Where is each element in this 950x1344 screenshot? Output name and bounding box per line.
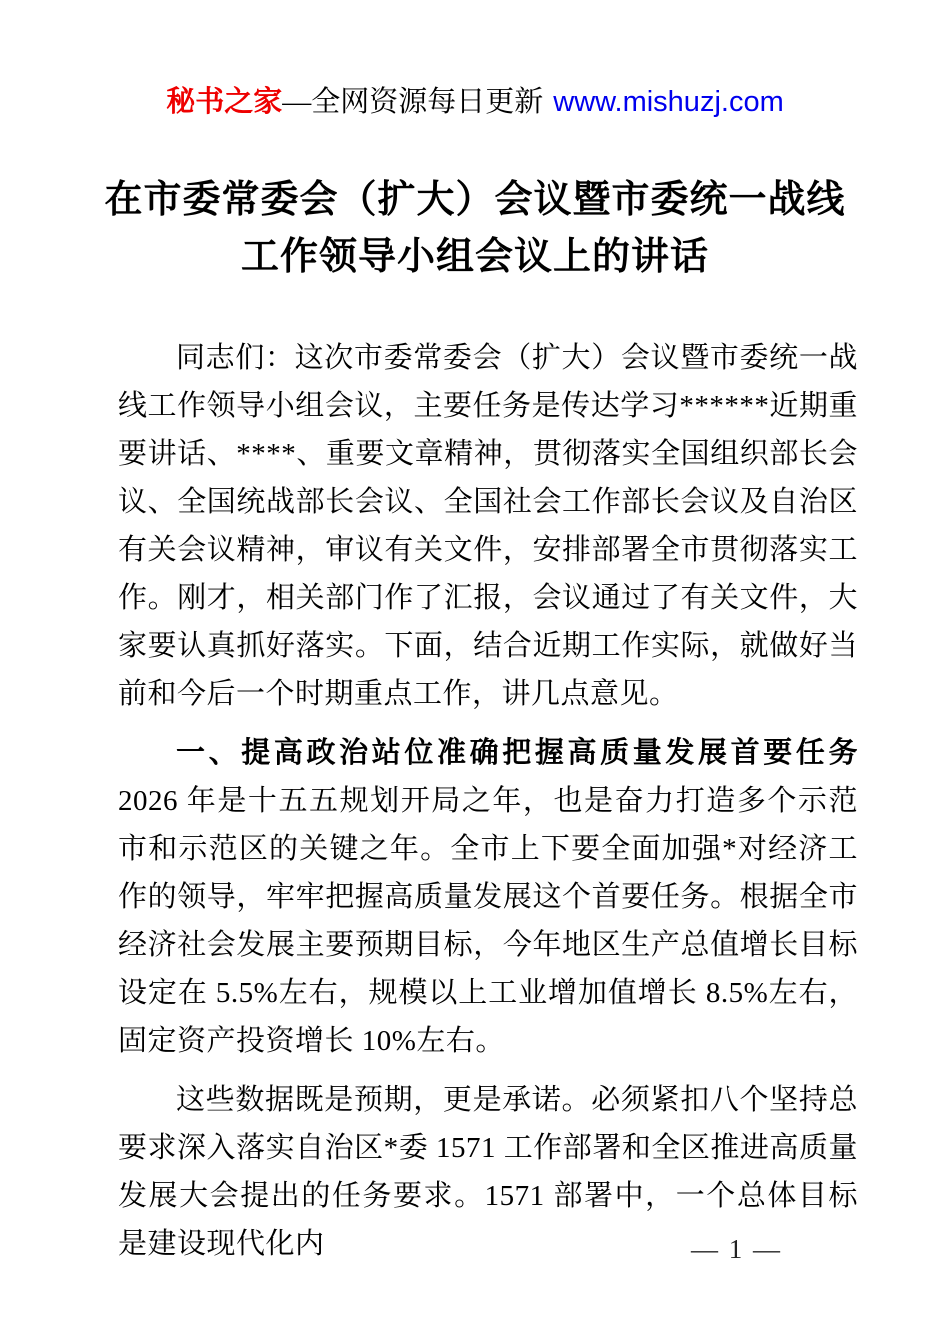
page-footer (0, 1234, 782, 1265)
paragraph-intro-text: 同志们：这次市委常委会（扩大）会议暨市委统一战线工作领导小组会议，主要任务是传达学习******近期重要讲话、****、重要文章精神，贯彻落实全国组织部长会议、全国统战部长会议、全国社会工作部长会议及自治区有关会议精神，审议有关文件，安排部署全市贯彻落实工作。刚才，相关部门作了汇报，会议通过了有关文件，大家要认真抓好落实。下面，结合近期工作实际，就做好当前和今后一个时期重点工作，讲几点意见。 (118, 342, 858, 710)
title-line-2: 工作领导小组会议上的讲话 (240, 236, 709, 278)
paragraph-targets-text: 这些数据既是预期，更是承诺。必须紧扣八个坚持总要求深入落实自治区*委 1571 工作部署和全区推进高质量发展大会提出的任务要求。1571 部署中，一个总体目标是建设现代化内 (118, 1084, 858, 1260)
header-tagline: —全网资源每日更新 (282, 86, 544, 118)
document-body (118, 334, 858, 1279)
page-number: — 1 — (691, 1234, 782, 1264)
section-1-heading: 一、提高政治站位准确把握高质量发展首要任务 (176, 737, 858, 769)
title-line-1: 在市委常委会（扩大）会议暨市委统一战线 (104, 179, 846, 221)
document-title (0, 172, 950, 286)
site-header (0, 84, 950, 120)
paragraph-section-1-text: 2026 年是十五五规划开局之年，也是奋力打造多个示范市和示范区的关键之年。全市上下要全面加强*对经济工作的领导，牢牢把握高质量发展这个首要任务。根据全市经济社会发展主要预期目标，今年地区生产总值增长目标设定在 5.5%左右，规模以上工业增加值增长 8.5%左右，固定资产投资增长 10%左右。 (118, 785, 858, 1057)
site-brand: 秘书之家 (166, 86, 283, 118)
paragraph-intro (118, 334, 858, 718)
paragraph-section-1 (118, 729, 858, 1065)
site-url-link[interactable]: www.mishuzj.com (553, 86, 784, 118)
